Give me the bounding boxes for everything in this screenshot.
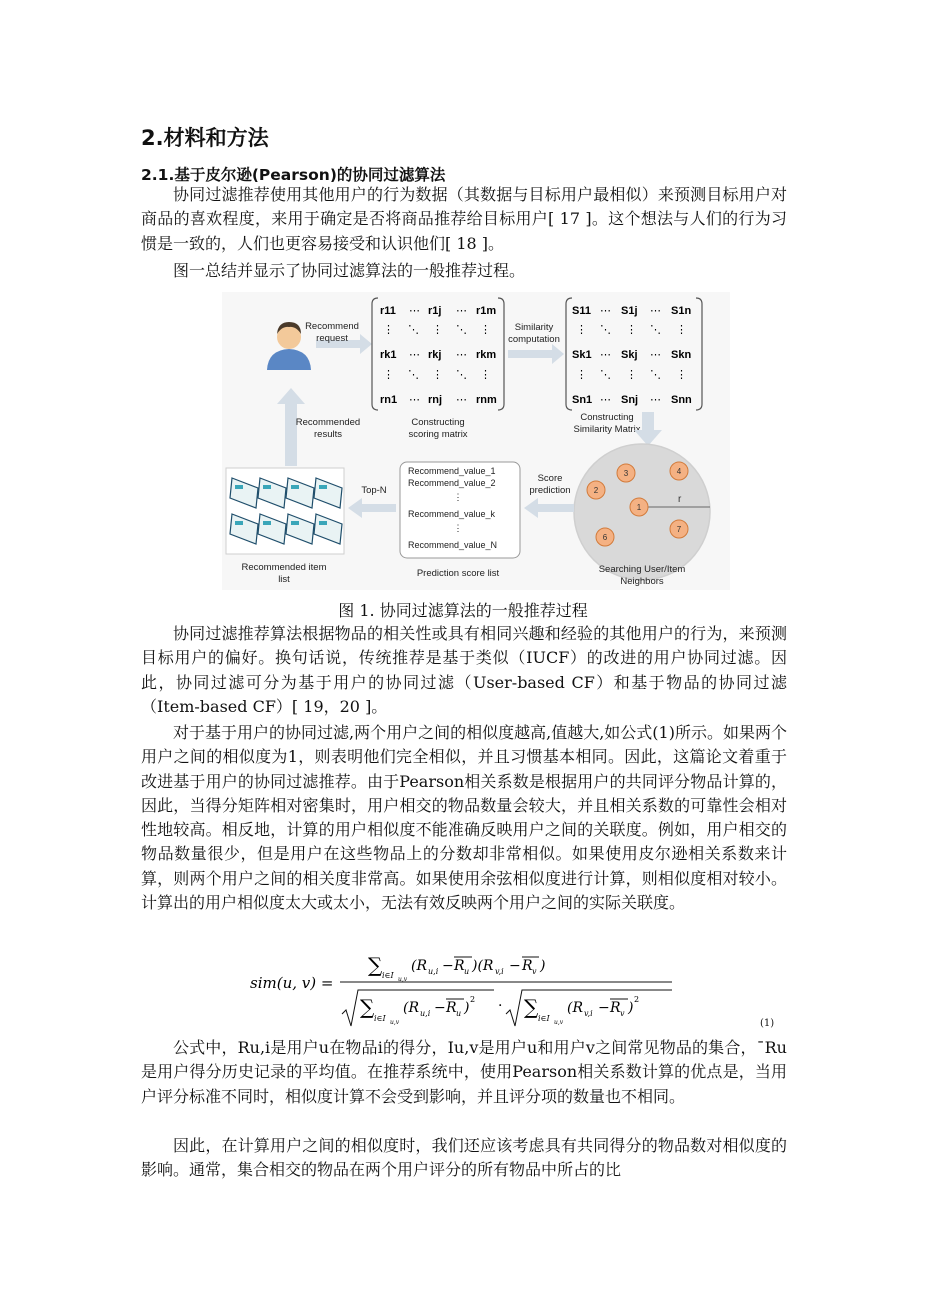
similarity-matrix-label: Constructing (580, 412, 634, 423)
recommended-results-label: results (314, 429, 342, 440)
recommended-list-label: Recommended item (241, 562, 327, 573)
matrix-dots: ⋮ (576, 324, 587, 336)
formula-denominator: ) (628, 1000, 634, 1016)
formula-subscript: v (620, 1009, 625, 1018)
matrix-dots: ⋮ (626, 369, 637, 381)
formula-numerator: − (509, 958, 521, 974)
recommend-request-label: Recommend (305, 321, 359, 332)
formula-dot: · (498, 998, 503, 1014)
formula-denominator: − (598, 1000, 610, 1016)
matrix-cell: S11 (572, 305, 591, 317)
matrix-dots: ⋯ (600, 349, 611, 361)
search-label: Searching User/Item (598, 564, 686, 575)
matrix-dots: ⋮ (480, 324, 491, 336)
formula-numerator: )(R (472, 958, 494, 974)
recommended-item-list (226, 468, 344, 554)
matrix-dots: ⋮ (626, 324, 637, 336)
matrix-cell: r11 (380, 305, 396, 317)
matrix-cell: rkj (428, 349, 442, 361)
subsection-title: 2.1.基于皮尔逊(Pearson)的协同过滤算法 (141, 166, 446, 184)
matrix-dots: ⋱ (456, 324, 467, 336)
matrix-dots: ⋯ (409, 394, 420, 406)
formula-denominator: (R (567, 1000, 584, 1016)
formula-superscript: 2 (634, 995, 640, 1004)
matrix-dots: ⋱ (650, 369, 661, 381)
formula-subscript: v,i (495, 967, 504, 976)
formula-numerator: ) (540, 958, 546, 974)
matrix-dots: ⋮ (432, 369, 443, 381)
neighbor-label: 3 (623, 469, 629, 478)
matrix-cell: S1n (671, 305, 692, 317)
matrix-cell: rn1 (380, 394, 398, 406)
matrix-dots: ⋮ (676, 324, 687, 336)
formula-denominator: R (610, 1000, 621, 1016)
similarity-matrix (566, 298, 702, 410)
radius-label: r (678, 494, 682, 505)
matrix-dots: ⋱ (650, 324, 661, 336)
matrix-dots: ⋯ (650, 349, 661, 361)
formula-numerator: R (454, 958, 465, 974)
formula-subscript: u (456, 1009, 462, 1018)
search-label: Neighbors (620, 576, 664, 587)
formula-sum: ∑ (360, 995, 375, 1019)
matrix-cell: Skj (621, 349, 638, 361)
matrix-dots: ⋯ (650, 394, 661, 406)
matrix-dots: ⋯ (600, 394, 611, 406)
top-n-label: Top-N (361, 485, 387, 496)
formula-subscript: i∈I (538, 1014, 550, 1023)
equation-number: (1) (760, 1018, 775, 1029)
matrix-dots: ⋱ (600, 324, 611, 336)
matrix-dots: ⋮ (383, 369, 394, 381)
matrix-cell: r1j (428, 305, 442, 317)
formula-subscript: u,v (554, 1019, 564, 1026)
formula-numerator: (R (411, 958, 428, 974)
formula-denominator: (R (403, 1000, 420, 1016)
formula-subscript: v (532, 967, 537, 976)
formula-superscript: 2 (470, 995, 476, 1004)
matrix-cell: rnj (428, 394, 443, 406)
matrix-cell: Sk1 (572, 349, 592, 361)
formula-numerator: − (442, 958, 454, 974)
formula-subscript: i∈I (382, 971, 394, 980)
neighbor-label: 1 (636, 503, 642, 512)
matrix-dots: ⋯ (650, 305, 661, 317)
matrix-dots: ⋱ (456, 369, 467, 381)
neighbor-label: 4 (676, 467, 682, 476)
prediction-value: Recommend_value_k (408, 509, 496, 519)
similarity-label: Similarity (514, 322, 554, 333)
recommend-request-label: request (316, 333, 348, 344)
formula-subscript: u,i (420, 1009, 431, 1018)
formula-denominator: R (446, 1000, 457, 1016)
prediction-value: ⋮ (453, 523, 463, 533)
matrix-dots: ⋮ (432, 324, 443, 336)
formula-subscript: u,i (428, 967, 439, 976)
prediction-list-label: Prediction score list (416, 568, 500, 579)
section-title: 2.材料和方法 (141, 126, 269, 150)
paragraph: 因此，在计算用户之间的相似度时，我们还应该考虑具有共同得分的物品数对相似度的影响。通常，集合相交的物品在两个用户评分的所有物品中所占的比 (141, 1136, 787, 1180)
matrix-dots: ⋯ (409, 349, 420, 361)
pearson-formula (248, 948, 678, 1033)
matrix-dots: ⋱ (408, 369, 419, 381)
formula-sum: ∑ (524, 995, 539, 1019)
score-prediction-label: prediction (529, 485, 571, 496)
prediction-value: Recommend_value_N (408, 540, 498, 550)
recommended-results-label: Recommended (295, 417, 361, 428)
similarity-matrix-label: Similarity Matrix (573, 424, 641, 435)
similarity-label: computation (508, 334, 560, 345)
formula-subscript: u,v (398, 976, 408, 983)
paragraph: 公式中，Ru,i是用户u在物品i的得分，Iu,v是用户u和用户v之间常见物品的集合，¯Ru是用户得分历史记录的平均值。在推荐系统中，使用Pearson相关系数计算的优点是，当用户评分标准不同时，相似度计算不会受到影响，并且评分项的数量也不相同。 (141, 1038, 787, 1106)
matrix-cell: Snj (621, 394, 639, 406)
neighbor-label: 7 (676, 525, 682, 534)
matrix-cell: Skn (671, 349, 692, 361)
matrix-cell: rk1 (380, 349, 397, 361)
matrix-cell: r1m (476, 305, 497, 317)
formula-subscript: u (464, 967, 470, 976)
matrix-cell: rnm (476, 394, 497, 406)
matrix-dots: ⋯ (456, 394, 467, 406)
score-prediction-label: Score (537, 473, 563, 484)
scoring-matrix-label: scoring matrix (408, 429, 468, 440)
matrix-dots: ⋱ (408, 324, 419, 336)
formula-denominator: − (434, 1000, 446, 1016)
matrix-dots: ⋯ (600, 305, 611, 317)
formula-lhs: sim(u, v) = (250, 974, 334, 992)
neighbors-circle (574, 444, 710, 580)
prediction-value: Recommend_value_1 (408, 466, 496, 476)
matrix-dots: ⋮ (576, 369, 587, 381)
formula-numerator: R (522, 958, 533, 974)
scoring-matrix-label: Constructing (411, 417, 465, 428)
matrix-dots: ⋮ (676, 369, 687, 381)
matrix-dots: ⋱ (600, 369, 611, 381)
collaborative-filtering-diagram (222, 292, 730, 590)
prediction-value: Recommend_value_2 (408, 478, 496, 488)
matrix-dots: ⋮ (480, 369, 491, 381)
matrix-dots: ⋯ (456, 349, 467, 361)
matrix-dots: ⋯ (456, 305, 467, 317)
matrix-dots: ⋮ (383, 324, 394, 336)
formula-subscript: u,v (390, 1019, 400, 1026)
formula-denominator: ) (464, 1000, 470, 1016)
scoring-matrix (372, 298, 504, 410)
recommended-list-label: list (278, 574, 290, 585)
formula-subscript: i∈I (374, 1014, 386, 1023)
figure-caption: 图 1. 协同过滤算法的一般推荐过程 (338, 601, 588, 620)
formula-sum: ∑ (368, 953, 383, 977)
paragraph: 协同过滤推荐使用其他用户的行为数据（其数据与目标用户最相似）来预测目标用户对商品的喜欢程度，来用于确定是否将商品推荐给目标用户[ 17 ]。这个想法与人们的行为习惯是一致的，人们也更容易接受和认识他们[ 18 ]。 (141, 185, 787, 253)
matrix-cell: S1j (621, 305, 638, 317)
prediction-value: ⋮ (453, 492, 463, 502)
matrix-dots: ⋯ (409, 305, 420, 317)
matrix-cell: Sn1 (572, 394, 593, 406)
paragraph: 对于基于用户的协同过滤,两个用户之间的相似度越高,值越大,如公式(1)所示。如果两个用户之间的相似度为1，则表明他们完全相似，并且习惯基本相同。因此，这篇论文着重于改进基于用户的协同过滤推荐。由于Pearson相关系数是根据用户的共同评分物品计算的，因此，当得分矩阵相对密集时，用户相交的物品数量会较大，并且相关系数的可靠性会相对性地较高。相反地，计算的用户相似度不能准确反映用户之间的关联度。例如，用户相交的物品数量很少，但是用户在这些物品上的分数却非常相似。如果使用皮尔逊相关系数来计算，则两个用户之间的相关度非常高。如果使用余弦相似度进行计算，则相似度相对较小。计算出的用户相似度太大或太小，无法有效反映两个用户之间的实际关联度。 (141, 723, 787, 913)
matrix-cell: rkm (476, 349, 497, 361)
paragraph: 协同过滤推荐算法根据物品的相关性或具有相同兴趣和经验的其他用户的行为，来预测目标用户的偏好。换句话说，传统推荐是基于类似（IUCF）的改进的用户协同过滤。因此，协同过滤可分为基于用户的协同过滤（User-based CF）和基于物品的协同过滤（Item-based CF）[ 19，20 ]。 (141, 624, 787, 716)
matrix-cell: Snn (671, 394, 692, 406)
paragraph: 图一总结并显示了协同过滤算法的一般推荐过程。 (173, 261, 526, 280)
formula-subscript: v,i (584, 1009, 593, 1018)
neighbor-label: 6 (602, 533, 608, 542)
neighbor-label: 2 (593, 486, 599, 495)
